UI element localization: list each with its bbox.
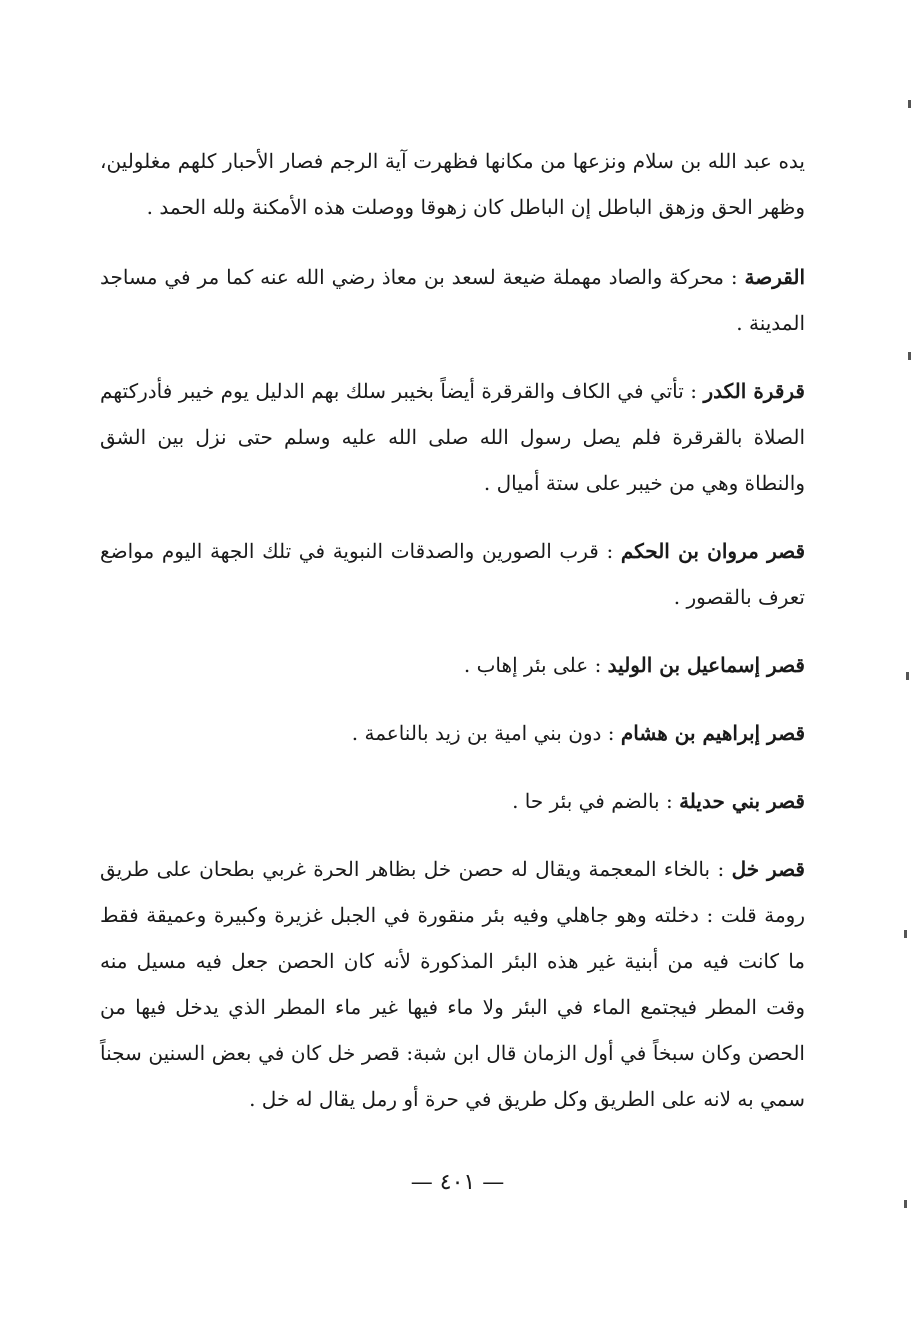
entry-text: دون بني امية بن زيد بالناعمة . (351, 721, 602, 745)
entry-separator: : (710, 857, 732, 881)
entry-text: على بئر إهاب . (463, 653, 589, 677)
entry-qursa (100, 254, 805, 346)
entry-separator: : (598, 539, 621, 563)
entry-text: قرب الصورين والصدقات النبوية في تلك الجهة اليوم مواضع تعرف بالقصور . (100, 539, 805, 609)
entry-text: يده عبد الله بن سلام ونزعها من مكانها فظهرت آية الرجم فصار الأحبار كلهم مغلولين، وظهر الحق وزهق الباطل إن الباطل كان زهوقا ووصلت هذه الأمكنة ولله الحمد . (100, 149, 805, 219)
entry-qasr-marwan (100, 528, 805, 620)
entry-text: محركة والصاد مهملة ضيعة لسعد بن معاذ رضي الله عنه كما مر في مساجد المدينة . (100, 265, 805, 335)
entry-separator: : (724, 265, 745, 289)
entry-qasr-khall (100, 846, 805, 1122)
entry-text: بالخاء المعجمة ويقال له حصن خل بظاهر الحرة غربي بطحان على طريق رومة قلت : دخلته وهو جاهلي وفيه بئر منقورة في الجبل غزيرة وكبيرة وعميقة فقط ما كانت فيه من أبنية غير هذه البئر المذكورة لأنه كان الحصن جعل فيه مسيل منه وقت المطر فيجتمع الماء في البئر ولا ماء فيها غير ماء المطر الذي يدخل فيها من الحصن وكان سبخاً في أول الزمان قال ابن شبة: قصر خل كان في بعض السنين سجناً سمي به لانه على الطريق وكل طريق في حرة أو رمل يقال له خل . (100, 857, 805, 1111)
entry-text: تأتي في الكاف والقرقرة أيضاً بخيبر سلك بهم الدليل يوم خيبر فأدركتهم الصلاة بالقرقرة فلم يصل رسول الله صلى الله عليه وسلم حتى نزل بين الشق والنطاة وهي من خيبر على ستة أميال . (100, 379, 805, 495)
page-body (100, 138, 805, 1144)
entry-qasr-ismail (100, 642, 805, 688)
entry-separator: : (683, 379, 704, 403)
paragraph-intro (100, 138, 805, 230)
entry-heading: قرقرة الكدر (703, 379, 805, 403)
entry-separator: : (588, 653, 608, 677)
entry-heading: قصر خل (731, 857, 805, 881)
entry-text: بالضم في بئر حا . (512, 789, 660, 813)
scan-margin-mark (904, 930, 907, 938)
entry-qasr-bani-hudayla (100, 778, 805, 824)
scan-margin-mark (908, 100, 911, 108)
entry-qasr-ibrahim (100, 710, 805, 756)
entry-heading: قصر إبراهيم بن هشام (620, 721, 805, 745)
entry-heading: قصر إسماعيل بن الوليد (607, 653, 805, 677)
page-number: — ٤٠١ — (410, 1170, 505, 1195)
entry-separator: : (601, 721, 621, 745)
entry-qarqarat-al-kadr (100, 368, 805, 506)
scan-margin-mark (906, 672, 909, 680)
entry-heading: قصر بني حديلة (679, 789, 805, 813)
entry-heading: قصر مروان بن الحكم (620, 539, 806, 563)
entry-heading: القرصة (744, 265, 806, 289)
scan-margin-mark (904, 1200, 907, 1208)
entry-separator: : (659, 789, 680, 813)
scan-margin-mark (908, 352, 911, 360)
